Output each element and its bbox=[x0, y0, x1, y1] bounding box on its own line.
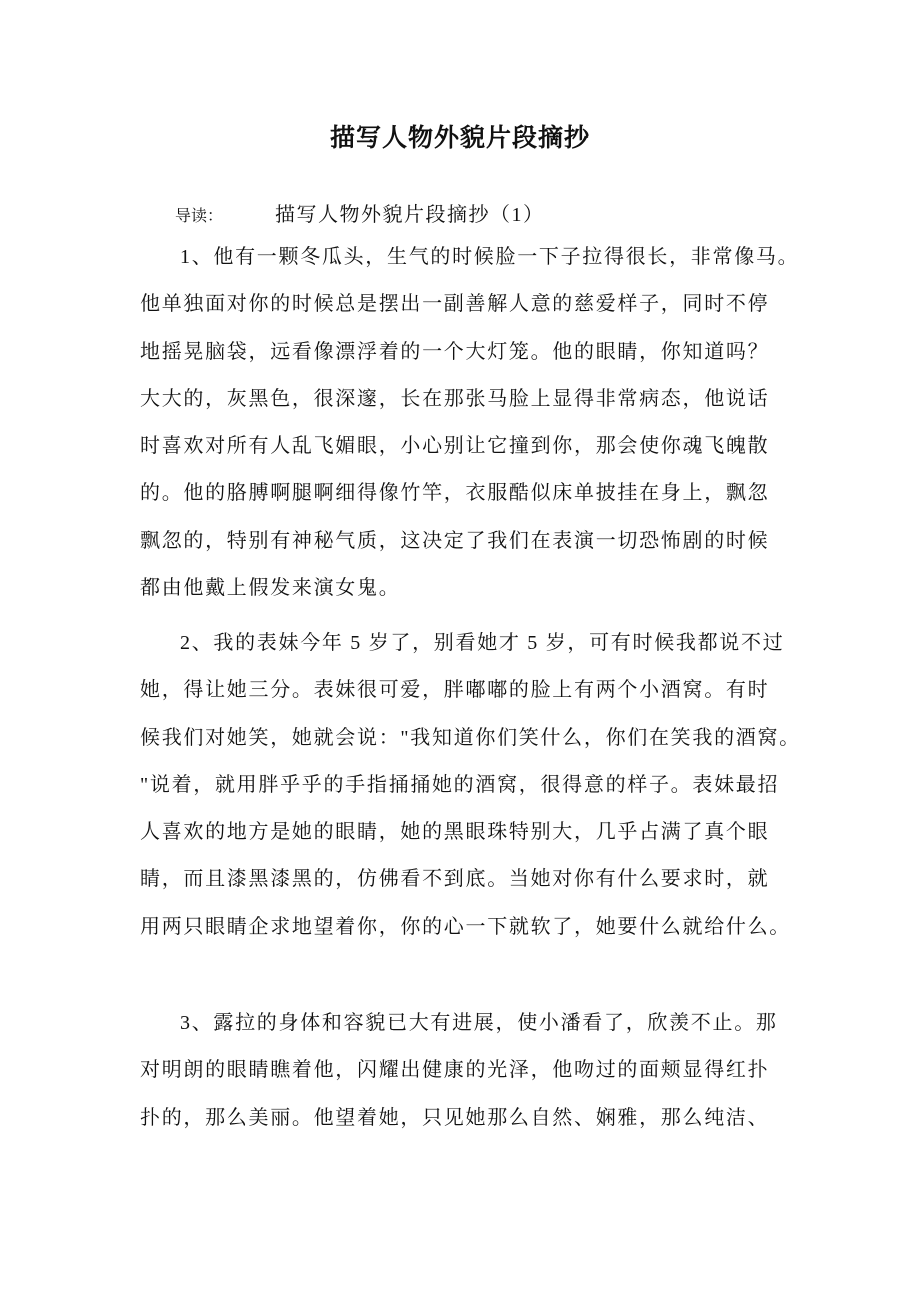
document-title: 描写人物外貌片段摘抄 bbox=[329, 125, 590, 152]
text-line: 他单独面对你的时候总是摆出一副善解人意的慈爱样子，同时不停 bbox=[140, 293, 770, 316]
text-line: 用两只眼睛企求地望着你，你的心一下就软了，她要什么就给什么。 bbox=[140, 915, 791, 938]
text-line: 地摇晃脑袋，远看像漂浮着的一个大灯笼。他的眼睛，你知道吗？ bbox=[140, 340, 770, 363]
text-line: 她，得让她三分。表妹很可爱，胖嘟嘟的脸上有两个小酒窝。有时 bbox=[140, 679, 770, 702]
text-line: 睛，而且漆黑漆黑的，仿佛看不到底。当她对你有什么要求时，就 bbox=[140, 868, 770, 891]
intro-line bbox=[175, 198, 545, 227]
text-line: 都由他戴上假发来演女鬼。 bbox=[140, 577, 401, 600]
text-line: 3、露拉的身体和容貌已大有进展，使小潘看了，欣羡不止。那 bbox=[180, 1012, 778, 1034]
paragraph-3 bbox=[140, 1000, 778, 1142]
paragraph-2 bbox=[140, 620, 801, 951]
text-line: 的。他的胳膊啊腿啊细得像竹竿，衣服酷似床单披挂在身上，飘忽 bbox=[140, 482, 770, 505]
text-line: 大大的，灰黑色，很深邃，长在那张马脸上显得非常病态，他说话 bbox=[140, 387, 770, 410]
text-line: 时喜欢对所有人乱飞媚眼，小心别让它撞到你，那会使你魂飞魄散 bbox=[140, 435, 770, 458]
text-line: 飘忽的，特别有神秘气质，这决定了我们在表演一切恐怖剧的时候 bbox=[140, 529, 770, 552]
text-line: 人喜欢的地方是她的眼睛，她的黑眼珠特别大，几乎占满了真个眼 bbox=[140, 821, 770, 844]
paragraph-1 bbox=[140, 234, 799, 612]
text-line: 候我们对她笑，她就会说："我知道你们笑什么，你们在笑我的酒窝。 bbox=[140, 726, 801, 749]
intro-label: 导读： bbox=[175, 208, 224, 225]
text-line: 2、我的表妹今年 5 岁了，别看她才 5 岁，可有时候我都说不过 bbox=[180, 632, 785, 654]
text-line: 对明朗的眼睛瞧着他，闪耀出健康的光泽，他吻过的面颊显得红扑 bbox=[140, 1059, 770, 1082]
intro-subtitle: 描写人物外貌片段摘抄（1） bbox=[275, 204, 545, 226]
text-line: 扑的，那么美丽。他望着她，只见她那么自然、娴雅，那么纯洁、 bbox=[140, 1106, 770, 1129]
text-line: "说着，就用胖乎乎的手指捅捅她的酒窝，很得意的样子。表妹最招 bbox=[140, 773, 780, 796]
text-line: 1、他有一颗冬瓜头，生气的时候脸一下子拉得很长，非常像马。 bbox=[180, 246, 800, 268]
